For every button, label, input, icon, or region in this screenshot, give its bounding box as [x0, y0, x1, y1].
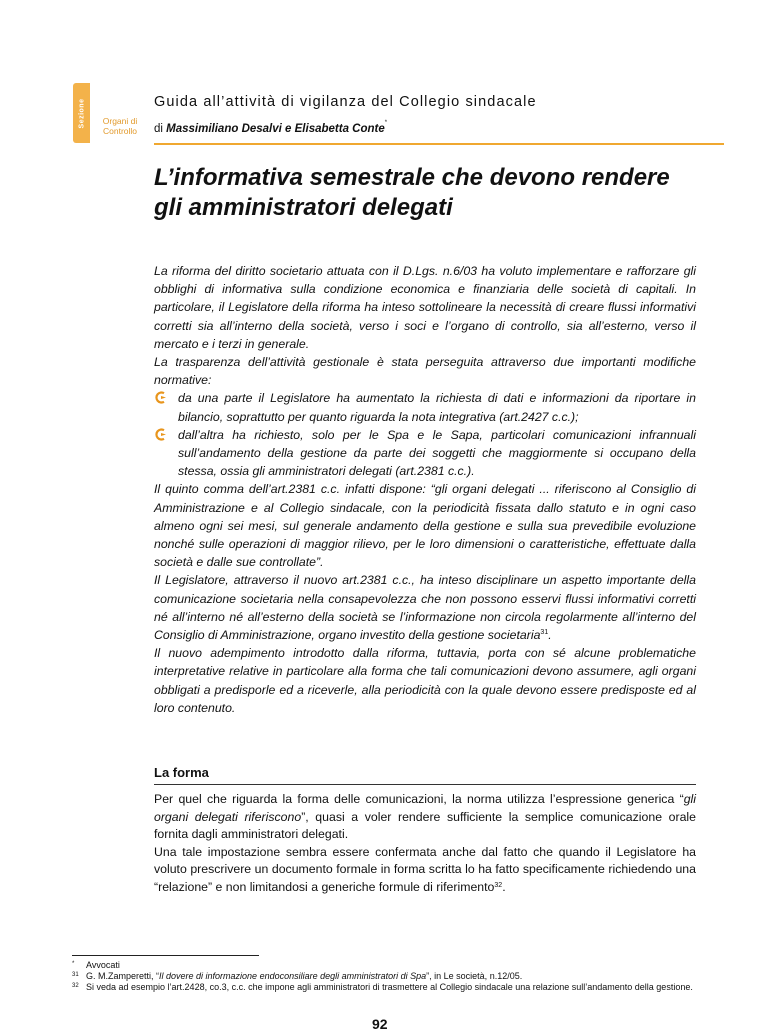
- section-divider: [154, 784, 696, 785]
- author-footnote-mark: *: [384, 120, 388, 126]
- page-number: 92: [372, 1016, 388, 1032]
- paragraph-2: La trasparenza dell’attività gestionale è stata perseguita attraverso due importanti modifiche normative:: [154, 355, 696, 388]
- footnote: [72, 971, 712, 982]
- section-heading: La forma: [154, 765, 209, 780]
- section-tab-label: Sezione: [78, 98, 86, 128]
- paragraph-5: Il nuovo adempimento introdotto dalla riforma, tuttavia, porta con sé alcune problematiche interpretative relative in particolare alla forma che tali comunicazioni devono assumere, agli organi obbligati a predisporle ed a riceverle, alla periodicità con la quale devono essere predisposte ed al loro contenuto.: [154, 646, 696, 715]
- list-item: [154, 389, 696, 425]
- footnote: [72, 982, 712, 993]
- footnote: [72, 960, 712, 971]
- footnote-mark: 32: [72, 983, 79, 989]
- section-paragraph-2: [154, 844, 696, 897]
- byline: [154, 120, 388, 135]
- bullet-text-1: da una parte il Legislatore ha aumentato la richiesta di dati e informazioni da riportare in bilancio, soprattutto per quanto riguarda la nota integrativa (art.2427 c.c.);: [178, 391, 696, 424]
- authors: Massimiliano Desalvi e Elisabetta Conte: [166, 123, 385, 135]
- article-body: [154, 262, 696, 717]
- footnote-mark: 31: [72, 972, 79, 978]
- org-label-line1: Organi di: [102, 116, 138, 126]
- footnote-mark: *: [72, 961, 75, 967]
- footnote-text-end: ”, in Le società, n.12/05.: [426, 971, 523, 981]
- org-label: [94, 116, 146, 136]
- article-title-line2: gli amministratori delegati: [154, 194, 453, 221]
- footnote-divider: [72, 955, 259, 956]
- arrow-bullet-icon: [154, 428, 167, 441]
- footnote-ref-32[interactable]: 32: [494, 881, 503, 889]
- section-p1-b: ”, quasi a voler rendere sufficiente la semplice comunicazione orale fornita dagli amministratori delegati.: [154, 809, 696, 842]
- article-title-line1: L’informativa semestrale che devono rendere: [154, 164, 670, 191]
- list-item: [154, 426, 696, 481]
- footnote-title: Il dovere di informazione endoconsiliare degli amministratori di Spa: [159, 971, 427, 981]
- bullet-list: [154, 389, 696, 480]
- org-label-line2: Controllo: [102, 126, 138, 136]
- paragraph-4: [154, 571, 696, 644]
- footnotes: [72, 960, 712, 993]
- section-p2-text: Una tale impostazione sembra essere confermata anche dal fatto che quando il Legislatore ha voluto prescrivere un documento formale in forma scritta lo ha fatto specificamente richiedendo una “relazione” e non limitandosi a generiche formule di riferimento: [154, 844, 696, 894]
- byline-prefix: di: [154, 123, 163, 135]
- section-p1-a: Per quel che riguarda la forma delle comunicazioni, la norma utilizza l’espressione generica “: [154, 792, 684, 806]
- section-p2-end: .: [502, 879, 506, 894]
- section-body: [154, 791, 696, 897]
- header-divider: [154, 143, 724, 145]
- paragraph-4-text: Il Legislatore, attraverso il nuovo art.2381 c.c., ha inteso disciplinare un aspetto importante della comunicazione societaria nella consapevolezza che non possono esservi flussi informativi corretti né all’interno né all’esterno della società se l’informazione non circola regolarmente all’interno del Consiglio di Amministrazione, organo investito della gestione societaria: [154, 573, 696, 643]
- paragraph-4-end: .: [548, 628, 552, 643]
- footnote-ref-31[interactable]: 31: [540, 629, 549, 637]
- article-title: [154, 163, 734, 223]
- footnote-text: G. M.Zamperetti, “: [86, 971, 160, 981]
- section-tab: [73, 83, 90, 143]
- footnote-text: Si veda ad esempio l’art.2428, co.3, c.c. che impone agli amministratori di trasmettere al Collegio sindacale una relazione sull’andamento della gestione.: [86, 982, 693, 992]
- section-paragraph-1: [154, 791, 696, 844]
- guide-title: Guida all’attività di vigilanza del Collegio sindacale: [154, 94, 537, 110]
- footnote-text: Avvocati: [86, 960, 120, 970]
- bullet-text-2: dall’altra ha richiesto, solo per le Spa e le Sapa, particolari comunicazioni infrannuali sull’andamento della gestione da parte dei soggetti che maggiormente si occupano della stessa, ossia gli amministratori delegati (art.2381 c.c.).: [178, 427, 696, 479]
- arrow-bullet-icon: [154, 391, 167, 404]
- section-p1-quote: gli organi delegati riferiscono: [154, 792, 696, 824]
- paragraph-1: La riforma del diritto societario attuata con il D.Lgs. n.6/03 ha voluto implementare e rafforzare gli obblighi di informativa sulla condizione economica e finanziaria delle società di capitali. In particolare, il Legislatore della riforma ha inteso sottolineare la necessità di creare flussi informativi corretti sia all’interno della società, verso i soci e l’organo di controllo, sia all’esterno, verso il mercato e i terzi in generale.: [154, 264, 696, 351]
- paragraph-3: Il quinto comma dell’art.2381 c.c. infatti dispone: “gli organi delegati ... riferiscono al Consiglio di Amministrazione e al Collegio sindacale, con la periodicità fissata dallo statuto e in ogni caso almeno ogni sei mesi, sul generale andamento della gestione e sulla sua prevedibile evoluzione nonché sulle operazioni di maggior rilievo, per le loro dimensioni o caratteristiche, effettuate dalla società e dalle sue controllate”.: [154, 482, 696, 570]
